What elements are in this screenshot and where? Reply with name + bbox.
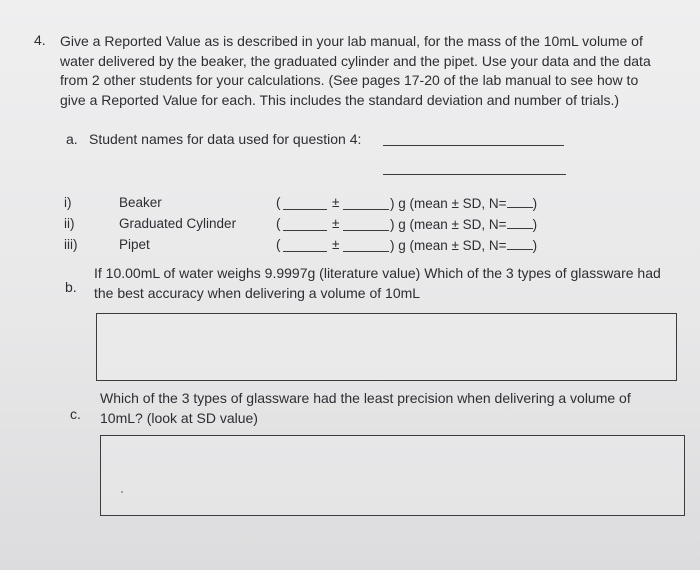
units-label bbox=[390, 195, 537, 211]
question-number: 4. bbox=[34, 32, 46, 48]
row-numeral: iii) bbox=[64, 237, 78, 252]
plus-minus: ± bbox=[332, 237, 340, 252]
part-a-letter: a. bbox=[66, 131, 78, 147]
n-blank[interactable] bbox=[507, 237, 533, 250]
part-c-line: 10mL? (look at SD value) bbox=[100, 409, 258, 426]
part-b-text bbox=[94, 264, 684, 303]
mean-blank[interactable] bbox=[283, 251, 327, 252]
part-c-letter: c. bbox=[70, 406, 81, 422]
close-paren: ) bbox=[532, 238, 538, 253]
n-blank[interactable] bbox=[507, 195, 533, 208]
units-label bbox=[390, 237, 537, 253]
units-text: ) g (mean ± SD, N= bbox=[390, 217, 507, 232]
student-names-blank-1[interactable] bbox=[383, 145, 564, 146]
sd-blank[interactable] bbox=[343, 251, 389, 252]
part-c-answer-box[interactable] bbox=[100, 435, 685, 516]
mean-blank[interactable] bbox=[283, 230, 327, 231]
part-c-text bbox=[100, 389, 670, 428]
close-paren: ) bbox=[532, 217, 538, 232]
question-line: give a Reported Value for each. This includes the standard deviation and number of trials.) bbox=[60, 91, 620, 108]
part-b-letter: b. bbox=[65, 279, 77, 295]
open-paren: ( bbox=[276, 195, 281, 210]
part-b-line: the best accuracy when delivering a volume of 10mL bbox=[94, 284, 421, 301]
units-label bbox=[390, 216, 537, 232]
plus-minus: ± bbox=[332, 216, 340, 231]
row-numeral: i) bbox=[64, 195, 72, 210]
row-numeral: ii) bbox=[64, 216, 75, 231]
question-line: water delivered by the beaker, the graduated cylinder and the pipet. Use your data and the data bbox=[60, 52, 651, 69]
part-c-line: Which of the 3 types of glassware had the least precision when delivering a volume of bbox=[100, 390, 631, 406]
units-text: ) g (mean ± SD, N= bbox=[390, 196, 507, 211]
part-a-label: Student names for data used for question 4: bbox=[89, 131, 362, 147]
pen-dot bbox=[121, 491, 123, 493]
question-text bbox=[60, 32, 670, 110]
open-paren: ( bbox=[276, 237, 281, 252]
question-line: from 2 other students for your calculations. (See pages 17-20 of the lab manual to see how to bbox=[60, 72, 639, 89]
sd-blank[interactable] bbox=[343, 230, 389, 231]
part-b-line: If 10.00mL of water weighs 9.9997g (literature value) Which of the 3 types of glassware had bbox=[94, 265, 661, 281]
glassware-name: Pipet bbox=[119, 237, 150, 252]
glassware-name: Beaker bbox=[119, 195, 162, 210]
mean-blank[interactable] bbox=[283, 209, 327, 210]
units-text: ) g (mean ± SD, N= bbox=[390, 238, 507, 253]
part-b-answer-box[interactable] bbox=[96, 313, 677, 381]
n-blank[interactable] bbox=[507, 216, 533, 229]
plus-minus: ± bbox=[332, 195, 340, 210]
open-paren: ( bbox=[276, 216, 281, 231]
student-names-blank-2[interactable] bbox=[383, 174, 566, 175]
glassware-name: Graduated Cylinder bbox=[119, 216, 237, 231]
sd-blank[interactable] bbox=[343, 209, 389, 210]
question-line: Give a Reported Value as is described in your lab manual, for the mass of the 10mL volume of bbox=[60, 33, 643, 49]
close-paren: ) bbox=[532, 196, 538, 211]
